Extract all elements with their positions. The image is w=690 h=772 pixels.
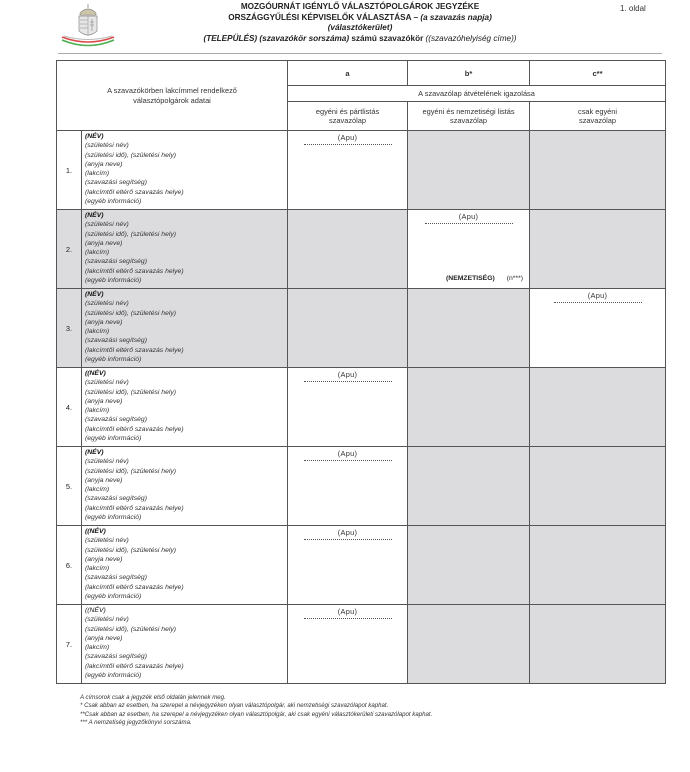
signature-line: [304, 458, 392, 461]
other-info: (egyéb információ): [85, 514, 142, 522]
title-line-2: [120, 13, 600, 24]
table-row: [57, 210, 666, 289]
hungarian-coat-of-arms-icon: [58, 3, 118, 49]
signature-cell-b[interactable]: [408, 210, 530, 289]
column-c-desc: [530, 102, 666, 131]
shaded-cell-c: [530, 526, 666, 605]
signature-line: [304, 142, 392, 145]
shaded-cell-c: [530, 605, 666, 684]
mother-name: (anyja neve): [85, 160, 123, 168]
alternate-voting-place: (lakcímtől eltérő szavazás helye): [85, 504, 184, 512]
other-info: (egyéb információ): [85, 593, 142, 601]
signature-cell-a[interactable]: [288, 131, 408, 210]
voting-assistance: (szavazási segítség): [85, 495, 147, 503]
document-title: [120, 2, 600, 44]
voter-info-cell: [82, 368, 288, 447]
nationality-label: (NEMZETISÉG): [446, 275, 495, 282]
address: (lakcím): [85, 170, 110, 178]
birth-name: (születési név): [85, 300, 129, 308]
birth-name: (születési név): [85, 221, 129, 229]
birth-date-place: (születési idő), (születési hely): [85, 230, 177, 238]
table-row: [57, 526, 666, 605]
title-line-3: (választókerület): [327, 23, 393, 32]
footnote-1: * Csak abban az esetben, ha szerepel a névjegyzéken olyan választópolgár, aki nemzetiségi szavazólapot kaphat.: [80, 702, 389, 710]
signature-cell-a[interactable]: [288, 526, 408, 605]
mother-name: (anyja neve): [85, 634, 123, 642]
row-number: 5.: [57, 447, 82, 526]
mother-name: (anyja neve): [85, 555, 123, 563]
other-info: (egyéb információ): [85, 277, 142, 285]
alternate-voting-place: (lakcímtől eltérő szavazás helye): [85, 267, 184, 275]
signature-line: [304, 537, 392, 540]
birth-date-place: (születési idő), (születési hely): [85, 467, 177, 475]
voter-info-cell: [82, 131, 288, 210]
voter-name: (NÉV): [85, 449, 104, 456]
mother-name: (anyja neve): [85, 318, 123, 326]
shaded-cell-c: [530, 210, 666, 289]
address: (lakcím): [85, 407, 110, 415]
table-row: [57, 447, 666, 526]
table-row: [57, 605, 666, 684]
voter-name: ((NÉV): [85, 528, 106, 535]
signature-label: (Aрu): [587, 291, 608, 300]
alternate-voting-place: (lakcímtől eltérő szavazás helye): [85, 662, 184, 670]
birth-name: (születési név): [85, 458, 129, 466]
signature-cell-a[interactable]: [288, 368, 408, 447]
address: (lakcím): [85, 565, 110, 573]
address: (lakcím): [85, 328, 110, 336]
row-number: 6.: [57, 526, 82, 605]
birth-date-place: (születési idő), (születési hely): [85, 309, 177, 317]
column-a-desc: [288, 102, 408, 131]
receipt-confirmation-header: A szavazólap átvételének igazolása: [288, 86, 666, 102]
row-number: 7.: [57, 605, 82, 684]
column-b-header: b*: [408, 61, 530, 86]
table-row: [57, 368, 666, 447]
birth-date-place: (születési idő), (születési hely): [85, 546, 177, 554]
birth-name: (születési név): [85, 537, 129, 545]
table-row: [57, 131, 666, 210]
shaded-cell-a: [288, 210, 408, 289]
row-number: 1.: [57, 131, 82, 210]
page-number: 1. oldal: [620, 4, 646, 13]
title-line-4: [120, 34, 600, 45]
table-row: [57, 289, 666, 368]
signature-label: (Aрu): [337, 370, 358, 379]
voting-assistance: (szavazási segítség): [85, 574, 147, 582]
row-number: 2.: [57, 210, 82, 289]
voter-name: (NÉV): [85, 291, 104, 298]
signature-cell-a[interactable]: [288, 447, 408, 526]
other-info: (egyéb információ): [85, 435, 142, 443]
nationality-number: (n***): [506, 275, 524, 282]
other-info: (egyéb információ): [85, 356, 142, 364]
title-line-1: MOZGÓURNÁT IGÉNYLŐ VÁLASZTÓPOLGÁROK JEGYZÉKE: [240, 2, 480, 11]
birth-date-place: (születési idő), (születési hely): [85, 151, 177, 159]
row-number: 4.: [57, 368, 82, 447]
footnote-3: *** A nemzetiség jegyzőkönyvi sorszáma.: [80, 718, 192, 726]
title-election: ORSZÁGGYŰLÉSI KÉPVISELŐK VÁLASZTÁSA –: [228, 12, 421, 22]
footnotes: [80, 694, 432, 727]
header-divider: [58, 53, 662, 54]
voter-name: (NÉV): [85, 133, 104, 140]
signature-cell-c[interactable]: [530, 289, 666, 368]
column-a-header: a: [288, 61, 408, 86]
title-settlement: (TELEPÜLÉS) (szavazókör sorszáma): [203, 33, 350, 43]
signature-label: (Aрu): [337, 133, 358, 142]
voter-register-table: [56, 60, 666, 684]
footnote-2: **Csak abban az esetben, ha szerepel a névjegyzéken olyan választópolgár, aki csak egyéni választókerületi szavazólapot kaphat.: [80, 710, 433, 718]
mother-name: (anyja neve): [85, 397, 123, 405]
shaded-cell-b: [408, 368, 530, 447]
shaded-cell-c: [530, 131, 666, 210]
address: (lakcím): [85, 486, 110, 494]
other-info: (egyéb információ): [85, 672, 142, 680]
voter-info-cell: [82, 605, 288, 684]
signature-label: (Aрu): [337, 528, 358, 537]
voter-name: ((NÉV): [85, 607, 106, 614]
voter-name: (NÉV): [85, 212, 104, 219]
column-b-desc-text: egyéni és nemzetiségi listás szavazólap: [422, 106, 515, 125]
other-info: (egyéb információ): [85, 198, 142, 206]
title-polling-address: ((szavazóhelyiség címe)): [425, 33, 517, 43]
alternate-voting-place: (lakcímtől eltérő szavazás helye): [85, 425, 184, 433]
birth-date-place: (születési idő), (születési hely): [85, 388, 177, 396]
title-election-date: (a szavazás napja): [420, 12, 492, 22]
voter-info-cell: [82, 447, 288, 526]
alternate-voting-place: (lakcímtől eltérő szavazás helye): [85, 346, 184, 354]
row-number: 3.: [57, 289, 82, 368]
voter-data-header: A szavazókörben lakcímmel rendelkező választópolgárok adatai: [57, 61, 288, 131]
birth-name: (születési név): [85, 379, 129, 387]
address: (lakcím): [85, 644, 110, 652]
signature-label: (Aрu): [337, 449, 358, 458]
signature-line: [304, 616, 392, 619]
signature-line: [425, 221, 513, 224]
signature-line: [554, 300, 642, 303]
birth-date-place: (születési idő), (születési hely): [85, 625, 177, 633]
shaded-cell-b: [408, 526, 530, 605]
column-c-header: c**: [530, 61, 666, 86]
column-b-desc: [408, 102, 530, 131]
voting-assistance: (szavazási segítség): [85, 653, 147, 661]
shaded-cell-a: [288, 289, 408, 368]
footnote-header-note: A címsorok csak a jegyzék első oldalán jelennek meg.: [80, 694, 226, 701]
signature-cell-a[interactable]: [288, 605, 408, 684]
title-polling-district: számú szavazókör: [349, 33, 426, 43]
column-c-desc-text: csak egyéni szavazólap: [578, 106, 618, 125]
shaded-cell-b: [408, 131, 530, 210]
voter-info-cell: [82, 210, 288, 289]
address: (lakcím): [85, 249, 110, 257]
nationality-line: [446, 275, 523, 282]
voting-assistance: (szavazási segítség): [85, 416, 147, 424]
shaded-cell-b: [408, 447, 530, 526]
shaded-cell-b: [408, 289, 530, 368]
mother-name: (anyja neve): [85, 476, 123, 484]
voting-assistance: (szavazási segítség): [85, 337, 147, 345]
alternate-voting-place: (lakcímtől eltérő szavazás helye): [85, 188, 184, 196]
voter-name: ((NÉV): [85, 370, 106, 377]
voting-assistance: (szavazási segítség): [85, 179, 147, 187]
shaded-cell-b: [408, 605, 530, 684]
signature-label: (Aрu): [337, 607, 358, 616]
column-a-desc-text: egyéni és pártlistás szavazólap: [315, 106, 380, 125]
mother-name: (anyja neve): [85, 239, 123, 247]
signature-label: (Aрu): [458, 212, 479, 221]
birth-name: (születési név): [85, 142, 129, 150]
birth-name: (születési név): [85, 616, 129, 624]
voter-info-cell: [82, 526, 288, 605]
voting-assistance: (szavazási segítség): [85, 258, 147, 266]
signature-line: [304, 379, 392, 382]
shaded-cell-c: [530, 368, 666, 447]
alternate-voting-place: (lakcímtől eltérő szavazás helye): [85, 583, 184, 591]
shaded-cell-c: [530, 447, 666, 526]
voter-info-cell: [82, 289, 288, 368]
